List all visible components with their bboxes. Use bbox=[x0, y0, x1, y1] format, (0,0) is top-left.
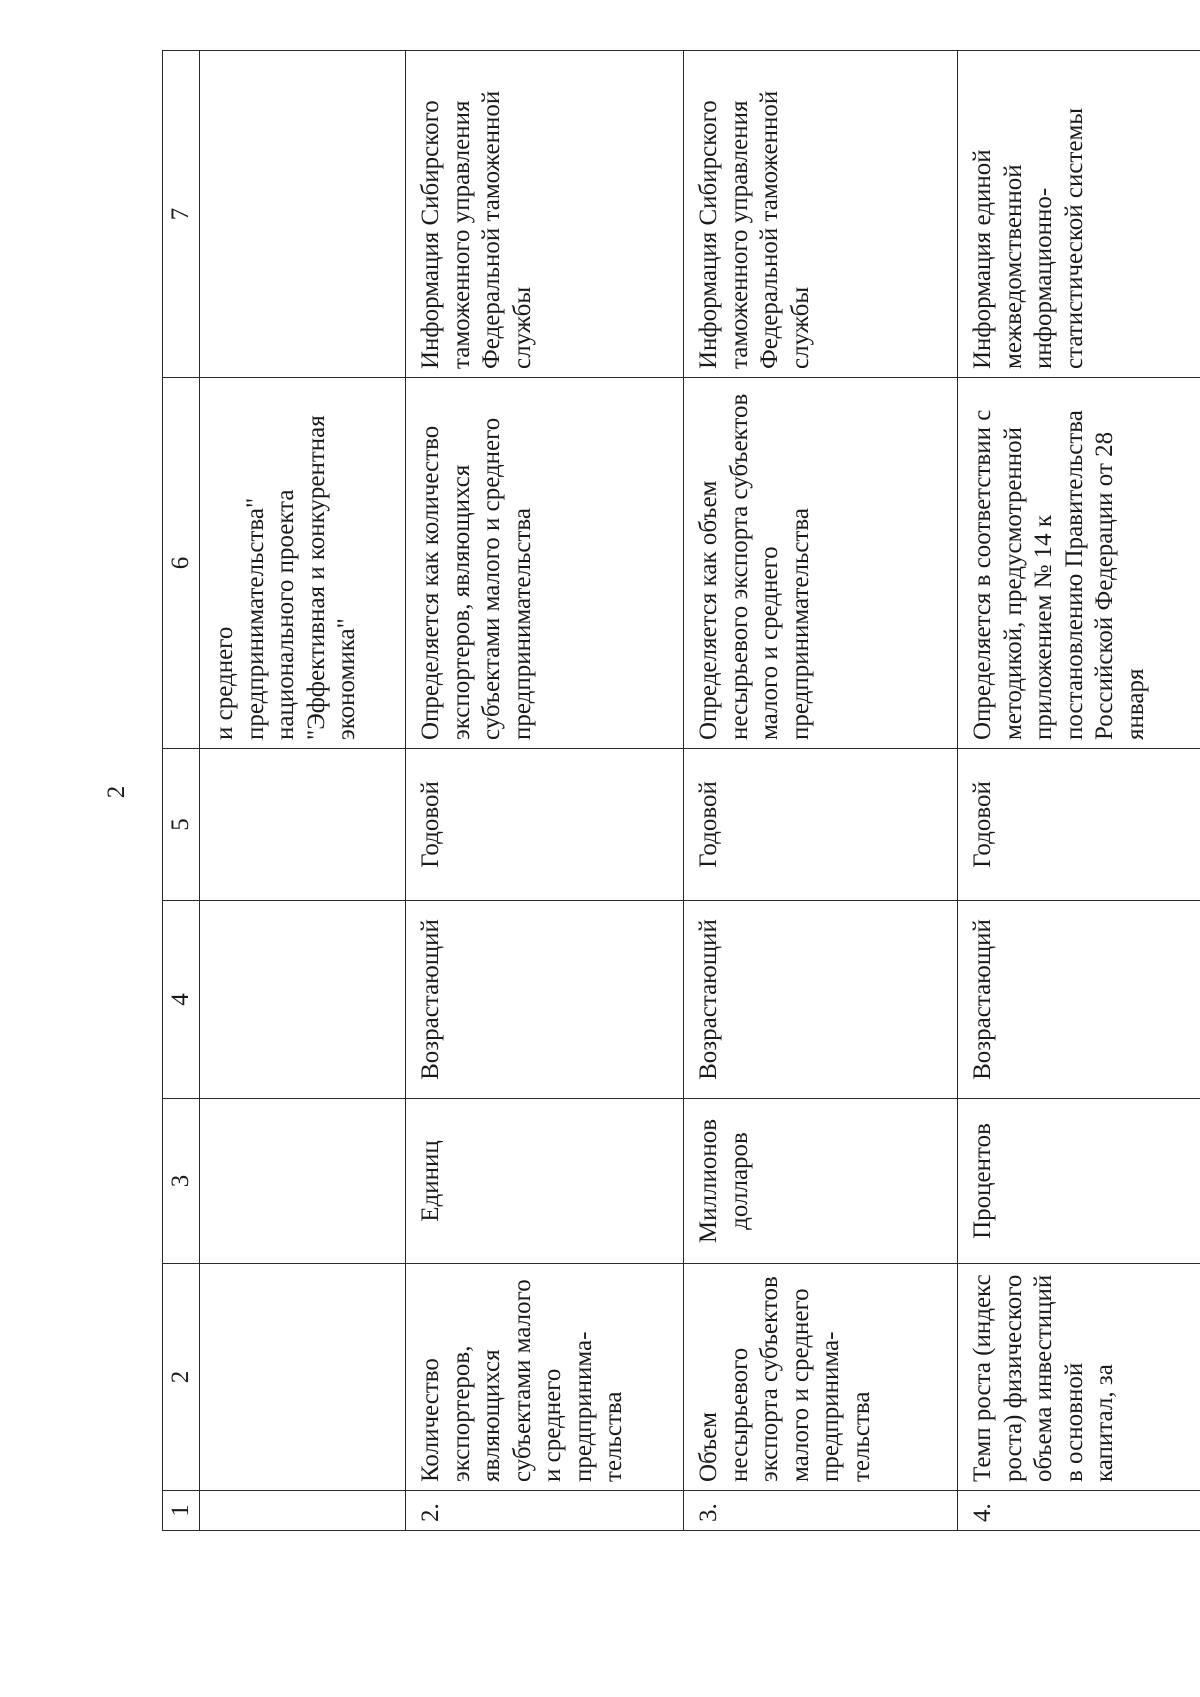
indicator-name: Объем несырьевого экспорта субъектов малого и среднего предпринима-тельства bbox=[684, 1264, 958, 1491]
column-number: 4 bbox=[163, 901, 200, 1099]
rotated-table-container bbox=[162, 51, 1200, 1531]
indicator-type: Возрастающий bbox=[958, 901, 1200, 1099]
column-number: 1 bbox=[163, 1491, 200, 1531]
column-number: 3 bbox=[163, 1099, 200, 1264]
column-number: 7 bbox=[163, 51, 200, 378]
calculation-method: Определяется как количество экспортеров, являющихся субъектами малого и среднего предпринимательства bbox=[406, 378, 684, 749]
unit-of-measure: Процентов bbox=[958, 1099, 1200, 1264]
indicators-table bbox=[162, 50, 1200, 1531]
indicator-type: Возрастающий bbox=[684, 901, 958, 1099]
continuation-row bbox=[200, 51, 406, 1531]
data-source: Информация Сибирского таможенного управления Федеральной таможенной службы bbox=[684, 51, 958, 378]
row-number: 2. bbox=[406, 1491, 684, 1531]
data-source: Информация Сибирского таможенного управления Федеральной таможенной службы bbox=[406, 51, 684, 378]
column-number-row bbox=[163, 51, 200, 1531]
column-number: 6 bbox=[163, 378, 200, 749]
indicator-type: Возрастающий bbox=[406, 901, 684, 1099]
page-number: 2 bbox=[103, 785, 130, 799]
continuation-method-cell: и среднего предпринимательства" национального проекта "Эффективная и конкурентная экономика" bbox=[200, 378, 406, 749]
calculation-method: Определяется как объем несырьевого экспорта субъектов малого и среднего предпринимательства bbox=[684, 378, 958, 749]
periodicity: Годовой bbox=[958, 749, 1200, 901]
indicator-name: Количество экспортеров, являющихся субъектами малого и среднего предпринима-тельства bbox=[406, 1264, 684, 1491]
unit-of-measure: Миллионов долларов bbox=[684, 1099, 958, 1264]
column-number: 2 bbox=[163, 1264, 200, 1491]
row-number: 3. bbox=[684, 1491, 958, 1531]
table-row bbox=[958, 51, 1200, 1531]
periodicity: Годовой bbox=[406, 749, 684, 901]
table-row bbox=[684, 51, 958, 1531]
calculation-method: Определяется в соответствии с методикой, предусмотренной приложением № 14 к постановлению Правительства Российской Федерации от 28 января bbox=[958, 378, 1200, 749]
unit-of-measure: Единиц bbox=[406, 1099, 684, 1264]
row-number: 4. bbox=[958, 1491, 1200, 1531]
periodicity: Годовой bbox=[684, 749, 958, 901]
indicator-name: Темп роста (индекс роста) физического объема инвестиций в основной капитал, за bbox=[958, 1264, 1200, 1491]
column-number: 5 bbox=[163, 749, 200, 901]
data-source: Информация единой межведомственной информационно-статистической системы bbox=[958, 51, 1200, 378]
table-row bbox=[406, 51, 684, 1531]
